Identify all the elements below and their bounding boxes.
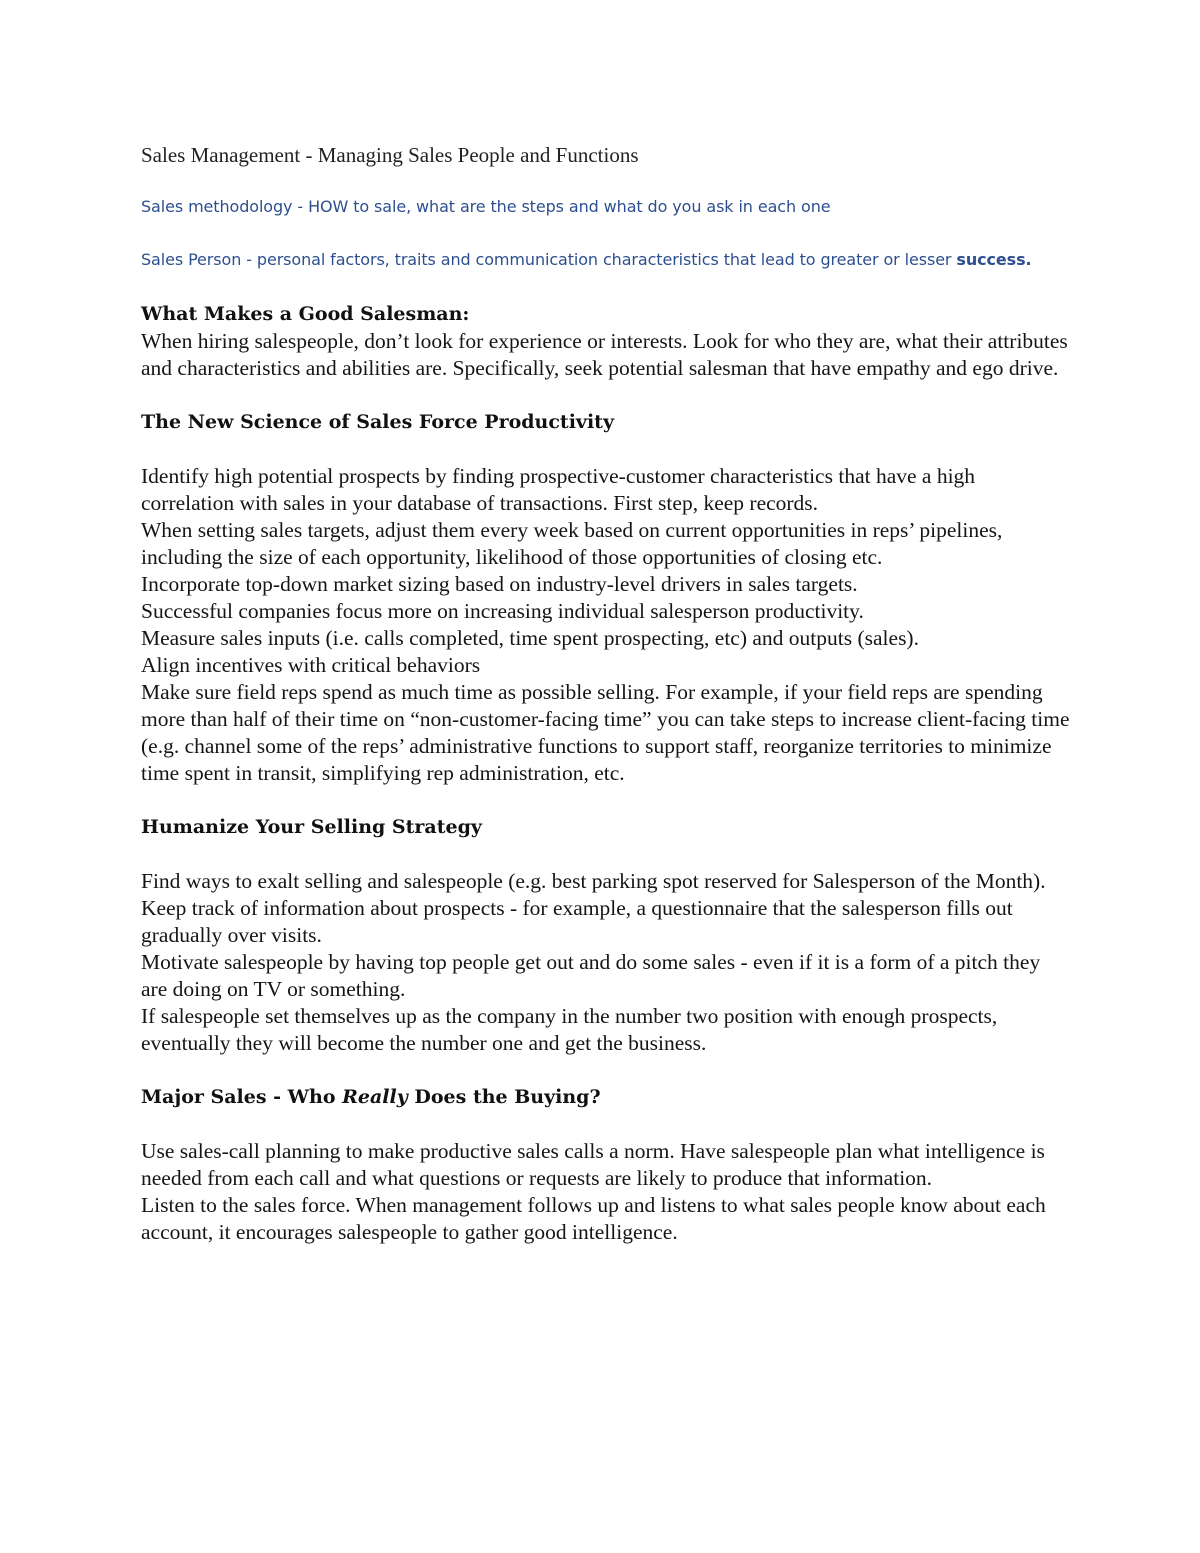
paragraph: Successful companies focus more on increasing individual salesperson productivity. [141, 599, 864, 623]
document-title: Sales Management - Managing Sales People and Functions [141, 143, 639, 167]
heading-emphasis: Really [342, 1086, 408, 1108]
paragraph: Use sales-call planning to make productive sales calls a norm. Have salespeople plan what intelligence is needed from each call and what questions or requests are likely to produce that information. [141, 1139, 1045, 1190]
note-text: - personal factors, traits and communication characteristics that lead to greater or lesser [241, 250, 957, 269]
heading-part: Does the Buying? [407, 1086, 601, 1108]
note-sales-methodology [141, 193, 1071, 220]
paragraph: Incorporate top-down market sizing based on industry-level drivers in sales targets. [141, 572, 858, 596]
note-sales-person [141, 246, 1071, 273]
paragraph: When hiring salespeople, don’t look for experience or interests. Look for who they are, what their attributes and characteristics and abilities are. Specifically, seek potential salesman that have empathy and ego drive. [141, 329, 1068, 380]
section-good-salesman [141, 301, 1071, 382]
paragraph: Align incentives with critical behaviors [141, 653, 481, 677]
section-major-sales [141, 1084, 1071, 1246]
section-heading: What Makes a Good Salesman: [141, 303, 470, 325]
paragraph: When setting sales targets, adjust them every week based on current opportunities in reps’ pipelines, including the size of each opportunity, likelihood of those opportunities of closing etc. [141, 518, 1003, 569]
section-humanize-selling [141, 814, 1071, 1057]
note-text: - HOW to sale, what are the steps and what do you ask in each one [292, 197, 831, 216]
document-body [141, 142, 1071, 1273]
note-label: Sales methodology [141, 197, 293, 216]
section-sales-force-productivity [141, 409, 1071, 787]
section-heading [141, 1084, 1071, 1111]
paragraph: If salespeople set themselves up as the company in the number two position with enough prospects, eventually they will become the number one and get the business. [141, 1004, 998, 1055]
paragraph: Motivate salespeople by having top people get out and do some sales - even if it is a form of a pitch they are doing on TV or something. [141, 950, 1041, 1001]
heading-part: Major Sales - Who [141, 1086, 343, 1108]
section-heading: The New Science of Sales Force Productivity [141, 411, 614, 433]
paragraph: Keep track of information about prospects - for example, a questionnaire that the salesperson fills out gradually over visits. [141, 896, 1013, 947]
note-label: Sales Person [141, 250, 242, 269]
note-tail: success. [956, 250, 1032, 269]
section-heading: Humanize Your Selling Strategy [141, 816, 482, 838]
paragraph: Measure sales inputs (i.e. calls completed, time spent prospecting, etc) and outputs (sales). [141, 626, 919, 650]
paragraph: Find ways to exalt selling and salespeople (e.g. best parking spot reserved for Salesperson of the Month). [141, 869, 1046, 893]
paragraph: Identify high potential prospects by finding prospective-customer characteristics that have a high correlation with sales in your database of transactions. First step, keep records. [141, 464, 976, 515]
paragraph: Make sure field reps spend as much time as possible selling. For example, if your field reps are spending more than half of their time on “non-customer-facing time” you can take steps to increase client-facing time (e.g. channel some of the reps’ administrative functions to support staff, reorganize territories to minimize time spent in transit, simplifying rep administration, etc. [141, 680, 1070, 785]
paragraph: Listen to the sales force. When management follows up and listens to what sales people know about each account, it encourages salespeople to gather good intelligence. [141, 1193, 1046, 1244]
